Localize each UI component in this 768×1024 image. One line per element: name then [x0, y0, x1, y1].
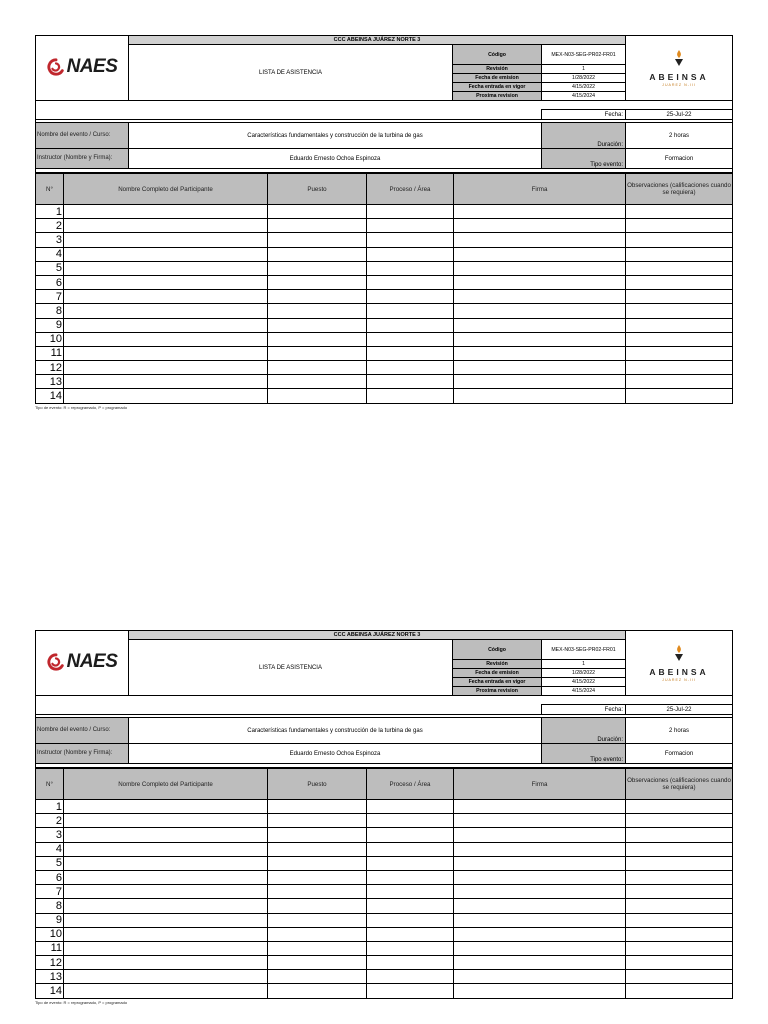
col-firma: Firma	[454, 174, 626, 205]
proceso-cell[interactable]	[367, 275, 454, 289]
proceso-cell[interactable]	[367, 346, 454, 360]
table-row	[36, 346, 733, 360]
puesto-cell[interactable]	[268, 899, 367, 913]
row-number: 10	[36, 332, 64, 346]
observaciones-cell[interactable]	[626, 304, 733, 318]
table-row	[36, 219, 733, 233]
table-row	[36, 205, 733, 219]
participant-name-cell[interactable]	[64, 956, 268, 970]
instructor-value: Eduardo Ernesto Ochoa Espinoza	[129, 744, 542, 764]
proceso-cell[interactable]	[367, 332, 454, 346]
proceso-cell[interactable]	[367, 800, 454, 814]
puesto-cell[interactable]	[268, 261, 367, 275]
firma-cell[interactable]	[454, 361, 626, 375]
row-number: 4	[36, 842, 64, 856]
instructor-value: Eduardo Ernesto Ochoa Espinoza	[129, 149, 542, 169]
puesto-cell[interactable]	[268, 247, 367, 261]
participant-name-cell[interactable]	[64, 856, 268, 870]
abeinsa-flame-icon	[674, 645, 684, 661]
proceso-cell[interactable]	[367, 970, 454, 984]
puesto-cell[interactable]	[268, 956, 367, 970]
document-header	[35, 35, 733, 101]
event-info	[35, 101, 733, 173]
participant-name-cell[interactable]	[64, 913, 268, 927]
participant-name-cell[interactable]	[64, 375, 268, 389]
event-name-label: Nombre del evento / Curso:	[36, 718, 129, 744]
puesto-cell[interactable]	[268, 913, 367, 927]
firma-cell[interactable]	[454, 205, 626, 219]
proceso-cell[interactable]	[367, 927, 454, 941]
row-number: 8	[36, 899, 64, 913]
row-number: 9	[36, 913, 64, 927]
proceso-cell[interactable]	[367, 304, 454, 318]
participant-name-cell[interactable]	[64, 233, 268, 247]
naes-swoosh-icon	[47, 653, 65, 671]
proceso-cell[interactable]	[367, 870, 454, 884]
fecha-value: 25-Jul-22	[626, 110, 733, 120]
col-proceso: Proceso / Área	[367, 769, 454, 800]
puesto-cell[interactable]	[268, 828, 367, 842]
firma-cell[interactable]	[454, 375, 626, 389]
proceso-cell[interactable]	[367, 899, 454, 913]
firma-cell[interactable]	[454, 927, 626, 941]
observaciones-cell[interactable]	[626, 956, 733, 970]
participant-name-cell[interactable]	[64, 941, 268, 955]
firma-cell[interactable]	[454, 332, 626, 346]
table-row	[36, 800, 733, 814]
firma-cell[interactable]	[454, 956, 626, 970]
observaciones-cell[interactable]	[626, 290, 733, 304]
fecha-value: 25-Jul-22	[626, 705, 733, 715]
observaciones-cell[interactable]	[626, 828, 733, 842]
abeinsa-logo-subtext: JUAREZ N-III	[662, 82, 696, 87]
firma-cell[interactable]	[454, 828, 626, 842]
observaciones-cell[interactable]	[626, 885, 733, 899]
observaciones-cell[interactable]	[626, 856, 733, 870]
participant-name-cell[interactable]	[64, 842, 268, 856]
meta-value-emision: 1/28/2022	[542, 74, 626, 83]
row-number: 8	[36, 304, 64, 318]
event-name-value: Características fundamentales y construcción de la turbina de gas	[129, 123, 542, 149]
table-row	[36, 927, 733, 941]
participants-header-row	[36, 174, 733, 205]
participants-header-row	[36, 769, 733, 800]
row-number: 6	[36, 275, 64, 289]
meta-label-revision: Revisión	[453, 660, 542, 669]
tipo-evento-label: Tipo evento:	[542, 744, 626, 764]
attendance-sheet	[35, 630, 732, 1005]
puesto-cell[interactable]	[268, 389, 367, 403]
row-number: 11	[36, 346, 64, 360]
observaciones-cell[interactable]	[626, 800, 733, 814]
puesto-cell[interactable]	[268, 885, 367, 899]
proceso-cell[interactable]	[367, 318, 454, 332]
observaciones-cell[interactable]	[626, 233, 733, 247]
puesto-cell[interactable]	[268, 318, 367, 332]
row-number: 7	[36, 290, 64, 304]
observaciones-cell[interactable]	[626, 205, 733, 219]
row-number: 9	[36, 318, 64, 332]
col-proceso: Proceso / Área	[367, 174, 454, 205]
row-number: 13	[36, 375, 64, 389]
participant-name-cell[interactable]	[64, 304, 268, 318]
meta-value-revision: 1	[542, 660, 626, 669]
table-row	[36, 318, 733, 332]
proceso-cell[interactable]	[367, 941, 454, 955]
company-name: CCC ABEINSA JUÁREZ NORTE 3	[129, 631, 626, 640]
observaciones-cell[interactable]	[626, 970, 733, 984]
observaciones-cell[interactable]	[626, 913, 733, 927]
observaciones-cell[interactable]	[626, 375, 733, 389]
puesto-cell[interactable]	[268, 870, 367, 884]
participant-name-cell[interactable]	[64, 800, 268, 814]
abeinsa-flame-icon	[674, 50, 684, 66]
meta-label-proxima: Proxima revision	[453, 92, 542, 101]
meta-label-proxima: Proxima revision	[453, 687, 542, 696]
firma-cell[interactable]	[454, 970, 626, 984]
puesto-cell[interactable]	[268, 290, 367, 304]
observaciones-cell[interactable]	[626, 247, 733, 261]
table-row	[36, 275, 733, 289]
observaciones-cell[interactable]	[626, 332, 733, 346]
proceso-cell[interactable]	[367, 828, 454, 842]
proceso-cell[interactable]	[367, 205, 454, 219]
participant-name-cell[interactable]	[64, 899, 268, 913]
participant-name-cell[interactable]	[64, 870, 268, 884]
observaciones-cell[interactable]	[626, 984, 733, 998]
tipo-evento-label: Tipo evento:	[542, 149, 626, 169]
firma-cell[interactable]	[454, 290, 626, 304]
event-info	[35, 696, 733, 768]
meta-value-codigo: MEX-N03-SEG-PR02-FR01	[542, 45, 626, 65]
meta-value-emision: 1/28/2022	[542, 669, 626, 678]
firma-cell[interactable]	[454, 389, 626, 403]
table-row	[36, 885, 733, 899]
event-name-value: Características fundamentales y construcción de la turbina de gas	[129, 718, 542, 744]
firma-cell[interactable]	[454, 346, 626, 360]
row-number: 12	[36, 956, 64, 970]
puesto-cell[interactable]	[268, 970, 367, 984]
table-row	[36, 899, 733, 913]
observaciones-cell[interactable]	[626, 318, 733, 332]
meta-label-emision: Fecha de emision	[453, 74, 542, 83]
puesto-cell[interactable]	[268, 361, 367, 375]
firma-cell[interactable]	[454, 842, 626, 856]
row-number: 2	[36, 219, 64, 233]
table-row	[36, 842, 733, 856]
puesto-cell[interactable]	[268, 346, 367, 360]
firma-cell[interactable]	[454, 304, 626, 318]
observaciones-cell[interactable]	[626, 842, 733, 856]
table-row	[36, 956, 733, 970]
col-firma: Firma	[454, 769, 626, 800]
instructor-label: Instructor (Nombre y Firma):	[36, 149, 129, 169]
participant-name-cell[interactable]	[64, 346, 268, 360]
observaciones-cell[interactable]	[626, 361, 733, 375]
col-observaciones: Observaciones (calificaciones cuando se requiera)	[626, 769, 733, 800]
participant-name-cell[interactable]	[64, 984, 268, 998]
row-number: 10	[36, 927, 64, 941]
event-name-label: Nombre del evento / Curso:	[36, 123, 129, 149]
row-number: 12	[36, 361, 64, 375]
row-number: 14	[36, 389, 64, 403]
row-number: 1	[36, 800, 64, 814]
table-row	[36, 304, 733, 318]
row-number: 6	[36, 870, 64, 884]
col-name: Nombre Completo del Participante	[64, 174, 268, 205]
participants-table	[35, 173, 733, 404]
proceso-cell[interactable]	[367, 842, 454, 856]
abeinsa-logo-subtext: JUAREZ N-III	[662, 677, 696, 682]
puesto-cell[interactable]	[268, 984, 367, 998]
firma-cell[interactable]	[454, 814, 626, 828]
firma-cell[interactable]	[454, 913, 626, 927]
observaciones-cell[interactable]	[626, 870, 733, 884]
firma-cell[interactable]	[454, 984, 626, 998]
col-puesto: Puesto	[268, 174, 367, 205]
table-row	[36, 361, 733, 375]
meta-label-codigo: Código	[453, 45, 542, 65]
duration-value: 2 horas	[626, 123, 733, 149]
proceso-cell[interactable]	[367, 233, 454, 247]
abeinsa-logo-text: ABEINSA	[649, 71, 709, 82]
table-row	[36, 261, 733, 275]
meta-label-vigor: Fecha entrada en vigor	[453, 83, 542, 92]
observaciones-cell[interactable]	[626, 346, 733, 360]
row-number: 13	[36, 970, 64, 984]
puesto-cell[interactable]	[268, 219, 367, 233]
puesto-cell[interactable]	[268, 800, 367, 814]
participants-body	[36, 205, 733, 404]
table-row	[36, 828, 733, 842]
row-number: 1	[36, 205, 64, 219]
duration-value: 2 horas	[626, 718, 733, 744]
firma-cell[interactable]	[454, 247, 626, 261]
proceso-cell[interactable]	[367, 361, 454, 375]
attendance-sheet	[35, 35, 732, 410]
table-row	[36, 856, 733, 870]
row-number: 7	[36, 885, 64, 899]
table-row	[36, 375, 733, 389]
document-title: LISTA DE ASISTENCIA	[129, 45, 453, 101]
puesto-cell[interactable]	[268, 233, 367, 247]
meta-label-codigo: Código	[453, 640, 542, 660]
firma-cell[interactable]	[454, 318, 626, 332]
table-row	[36, 870, 733, 884]
firma-cell[interactable]	[454, 885, 626, 899]
participant-name-cell[interactable]	[64, 261, 268, 275]
row-number: 3	[36, 233, 64, 247]
tipo-evento-value: Formacion	[626, 149, 733, 169]
col-name: Nombre Completo del Participante	[64, 769, 268, 800]
row-number: 14	[36, 984, 64, 998]
proceso-cell[interactable]	[367, 984, 454, 998]
participant-name-cell[interactable]	[64, 275, 268, 289]
proceso-cell[interactable]	[367, 375, 454, 389]
fecha-label: Fecha:	[542, 705, 626, 715]
meta-label-revision: Revisión	[453, 65, 542, 74]
participant-name-cell[interactable]	[64, 885, 268, 899]
observaciones-cell[interactable]	[626, 275, 733, 289]
col-observaciones: Observaciones (calificaciones cuando se requiera)	[626, 174, 733, 205]
meta-value-vigor: 4/15/2022	[542, 83, 626, 92]
col-num: N°	[36, 174, 64, 205]
row-number: 3	[36, 828, 64, 842]
participants-body	[36, 800, 733, 999]
participant-name-cell[interactable]	[64, 290, 268, 304]
proceso-cell[interactable]	[367, 219, 454, 233]
naes-logo-text: NAES	[66, 650, 118, 672]
participant-name-cell[interactable]	[64, 318, 268, 332]
observaciones-cell[interactable]	[626, 899, 733, 913]
table-row	[36, 814, 733, 828]
meta-value-codigo: MEX-N03-SEG-PR02-FR01	[542, 640, 626, 660]
table-row	[36, 913, 733, 927]
proceso-cell[interactable]	[367, 261, 454, 275]
proceso-cell[interactable]	[367, 247, 454, 261]
table-row	[36, 984, 733, 998]
puesto-cell[interactable]	[268, 941, 367, 955]
firma-cell[interactable]	[454, 261, 626, 275]
naes-swoosh-icon	[47, 58, 65, 76]
table-row	[36, 970, 733, 984]
event-type-footnote: Tipo de evento: R = reprogramado, P = programado	[35, 999, 128, 1005]
abeinsa-logo	[626, 631, 733, 696]
participant-name-cell[interactable]	[64, 389, 268, 403]
participant-name-cell[interactable]	[64, 828, 268, 842]
tipo-evento-value: Formacion	[626, 744, 733, 764]
row-number: 2	[36, 814, 64, 828]
participant-name-cell[interactable]	[64, 927, 268, 941]
observaciones-cell[interactable]	[626, 261, 733, 275]
meta-value-proxima: 4/15/2024	[542, 92, 626, 101]
firma-cell[interactable]	[454, 899, 626, 913]
proceso-cell[interactable]	[367, 856, 454, 870]
document-title: LISTA DE ASISTENCIA	[129, 640, 453, 696]
abeinsa-logo-text: ABEINSA	[649, 666, 709, 677]
naes-logo-text: NAES	[66, 55, 118, 77]
company-name: CCC ABEINSA JUÁREZ NORTE 3	[129, 36, 626, 45]
table-row	[36, 941, 733, 955]
proceso-cell[interactable]	[367, 814, 454, 828]
proceso-cell[interactable]	[367, 389, 454, 403]
proceso-cell[interactable]	[367, 885, 454, 899]
proceso-cell[interactable]	[367, 913, 454, 927]
row-number: 5	[36, 261, 64, 275]
puesto-cell[interactable]	[268, 205, 367, 219]
row-number: 4	[36, 247, 64, 261]
participant-name-cell[interactable]	[64, 332, 268, 346]
proceso-cell[interactable]	[367, 956, 454, 970]
firma-cell[interactable]	[454, 870, 626, 884]
table-row	[36, 332, 733, 346]
puesto-cell[interactable]	[268, 856, 367, 870]
meta-label-emision: Fecha de emision	[453, 669, 542, 678]
duration-label: Duración:	[542, 718, 626, 744]
participant-name-cell[interactable]	[64, 361, 268, 375]
meta-value-proxima: 4/15/2024	[542, 687, 626, 696]
participant-name-cell[interactable]	[64, 205, 268, 219]
col-puesto: Puesto	[268, 769, 367, 800]
firma-cell[interactable]	[454, 856, 626, 870]
observaciones-cell[interactable]	[626, 927, 733, 941]
row-number: 5	[36, 856, 64, 870]
participant-name-cell[interactable]	[64, 970, 268, 984]
instructor-label: Instructor (Nombre y Firma):	[36, 744, 129, 764]
naes-logo	[36, 36, 129, 101]
observaciones-cell[interactable]	[626, 389, 733, 403]
observaciones-cell[interactable]	[626, 814, 733, 828]
table-row	[36, 233, 733, 247]
puesto-cell[interactable]	[268, 814, 367, 828]
observaciones-cell[interactable]	[626, 219, 733, 233]
fecha-label: Fecha:	[542, 110, 626, 120]
puesto-cell[interactable]	[268, 375, 367, 389]
meta-value-vigor: 4/15/2022	[542, 678, 626, 687]
firma-cell[interactable]	[454, 800, 626, 814]
col-num: N°	[36, 769, 64, 800]
puesto-cell[interactable]	[268, 927, 367, 941]
naes-logo	[36, 631, 129, 696]
document-header	[35, 630, 733, 696]
participant-name-cell[interactable]	[64, 219, 268, 233]
table-row	[36, 290, 733, 304]
observaciones-cell[interactable]	[626, 941, 733, 955]
participant-name-cell[interactable]	[64, 247, 268, 261]
puesto-cell[interactable]	[268, 275, 367, 289]
puesto-cell[interactable]	[268, 332, 367, 346]
abeinsa-logo	[626, 36, 733, 101]
proceso-cell[interactable]	[367, 290, 454, 304]
table-row	[36, 247, 733, 261]
participant-name-cell[interactable]	[64, 814, 268, 828]
table-row	[36, 389, 733, 403]
firma-cell[interactable]	[454, 219, 626, 233]
firma-cell[interactable]	[454, 233, 626, 247]
puesto-cell[interactable]	[268, 842, 367, 856]
firma-cell[interactable]	[454, 275, 626, 289]
row-number: 11	[36, 941, 64, 955]
meta-label-vigor: Fecha entrada en vigor	[453, 678, 542, 687]
meta-value-revision: 1	[542, 65, 626, 74]
duration-label: Duración:	[542, 123, 626, 149]
participants-table	[35, 768, 733, 999]
puesto-cell[interactable]	[268, 304, 367, 318]
event-type-footnote: Tipo de evento: R = reprogramado, P = programado	[35, 404, 128, 410]
firma-cell[interactable]	[454, 941, 626, 955]
